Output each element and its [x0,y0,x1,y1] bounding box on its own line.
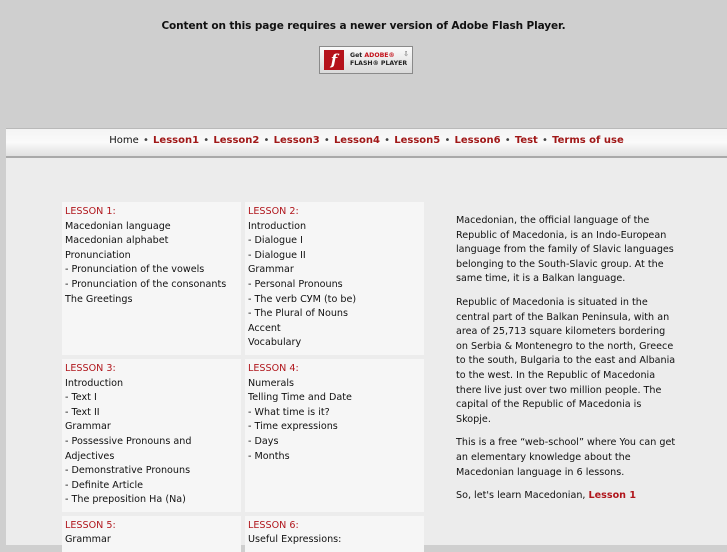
nav-link-lesson2[interactable]: Lesson2 [213,135,260,146]
lesson-topic: Grammar [248,264,294,276]
lesson-card-2 [245,202,424,355]
nav-link-lesson1[interactable]: Lesson1 [153,135,200,146]
nav-link-lesson4[interactable]: Lesson4 [333,135,380,146]
lesson-topic: Introduction [65,377,124,389]
lesson-topic: - Possessive Pronouns and Adjectives [65,435,192,462]
about-panel [456,214,676,513]
nav-link-test[interactable]: Test [514,135,538,146]
flash-button-get: Get [350,52,363,59]
lesson-topic: - Months [248,450,290,462]
main-content [6,158,727,545]
lesson-topic: - Time expressions [248,421,338,433]
flash-button-text [350,52,407,68]
nav-separator: • [542,135,548,146]
lesson-topic: - Text II [65,406,100,418]
lesson-topic: - Demonstrative Pronouns [65,465,191,477]
lesson-topic: The Greetings [65,293,133,305]
lesson-title[interactable]: LESSON 4: [248,362,299,374]
lessons-grid [62,202,428,552]
lesson-topic: - The verb СУМ (to be) [248,293,357,305]
lesson-topic: - Dialogue II [248,249,306,261]
nav-link-home[interactable]: Home [109,135,139,146]
about-cta-text: So, let's learn Macedonian, [456,490,586,502]
lesson-topic: - Pronunciation of the vowels [65,264,205,276]
about-paragraph-2: Republic of Macedonia is situated in the central part of the Balkan Peninsula, with an area of 25,713 square kilometers bordering on Serbia & Montenegro to the north, Greece to the south, Bulgaria to the east and Albania to the west. In the Republic of Macedonia there live just over two million people. The capital of the Republic of Macedonia is Skopje. [456,296,676,425]
download-arrow-icon: ⇩ [403,50,409,58]
nav-separator: • [203,135,210,146]
flash-player-icon: f [324,50,344,70]
nav-separator: • [323,135,330,146]
lesson-topic: Introduction [248,220,307,232]
flash-message: Content on this page requires a newer version of Adobe Flash Player. [161,20,566,32]
nav-separator: • [504,135,511,146]
lesson-topic: Vocabulary [248,337,302,349]
lesson-topic: - Dialogue I [248,235,303,247]
lesson-card-1 [62,202,241,355]
lesson-topic: Macedonian language [65,220,171,232]
lesson-topic: - The Plural of Nouns [248,308,348,320]
lesson-topic: - Pronunciation of the consonants [65,278,227,290]
nav-separator: • [263,135,270,146]
nav-separator: • [384,135,391,146]
lesson-topic: - Personal Pronouns [248,278,343,290]
lesson-topic: Telling Time and Date [248,392,352,404]
lesson-title[interactable]: LESSON 2: [248,206,299,217]
lesson-title[interactable]: LESSON 3: [65,362,116,374]
lesson-title[interactable]: LESSON 5: [65,519,116,531]
lesson-card-4 [245,359,424,512]
top-navigation-bar [6,128,727,158]
lesson-topic: - Days [248,435,279,447]
flash-button-product: FLASH® PLAYER [350,60,408,67]
get-flash-player-button[interactable] [319,46,413,74]
lesson-topic: Pronunciation [65,249,131,261]
lesson-topic: Grammar [65,421,111,433]
nav-link-lesson3[interactable]: Lesson3 [273,135,320,146]
lesson-title[interactable]: LESSON 1: [65,206,116,217]
lesson-card-3 [62,359,241,512]
about-paragraph-4 [456,489,676,504]
lesson-topic: - Text I [65,392,97,404]
lesson-topic: Numerals [248,377,294,389]
lesson-topic: Grammar [65,534,111,546]
lesson-topic: - The preposition На (Na) [65,494,186,506]
flash-button-adobe: ADOBE® [364,52,395,59]
nav-separator: • [142,135,149,146]
about-paragraph-3: This is a free “web-school” where You can get an elementary knowledge about the Macedonian language in 6 lessons. [456,437,676,478]
nav-separator: • [444,135,451,146]
lesson-topic: Macedonian alphabet [65,235,169,247]
about-paragraph-1: Macedonian, the official language of the Republic of Macedonia, is an Indo-European language from the family of Slavic languages belonging to the South-Slavic group. At the same time, it is a Balkan language. [456,215,674,285]
lesson-1-link[interactable]: Lesson 1 [588,490,637,502]
nav-link-lesson6[interactable]: Lesson6 [454,135,501,146]
lesson-card-6 [245,516,424,552]
lesson-title[interactable]: LESSON 6: [248,519,299,531]
lesson-topic: - What time is it? [248,406,330,418]
flash-notice-area [0,0,727,128]
lesson-topic: - Definite Article [65,479,144,491]
lesson-topic: Useful Expressions: [248,534,342,546]
nav-link-lesson5[interactable]: Lesson5 [394,135,441,146]
lesson-topic: Accent [248,322,281,334]
nav-link-terms-of-use[interactable]: Terms of use [552,135,624,146]
nav-links [6,135,727,146]
lesson-card-5 [62,516,241,552]
